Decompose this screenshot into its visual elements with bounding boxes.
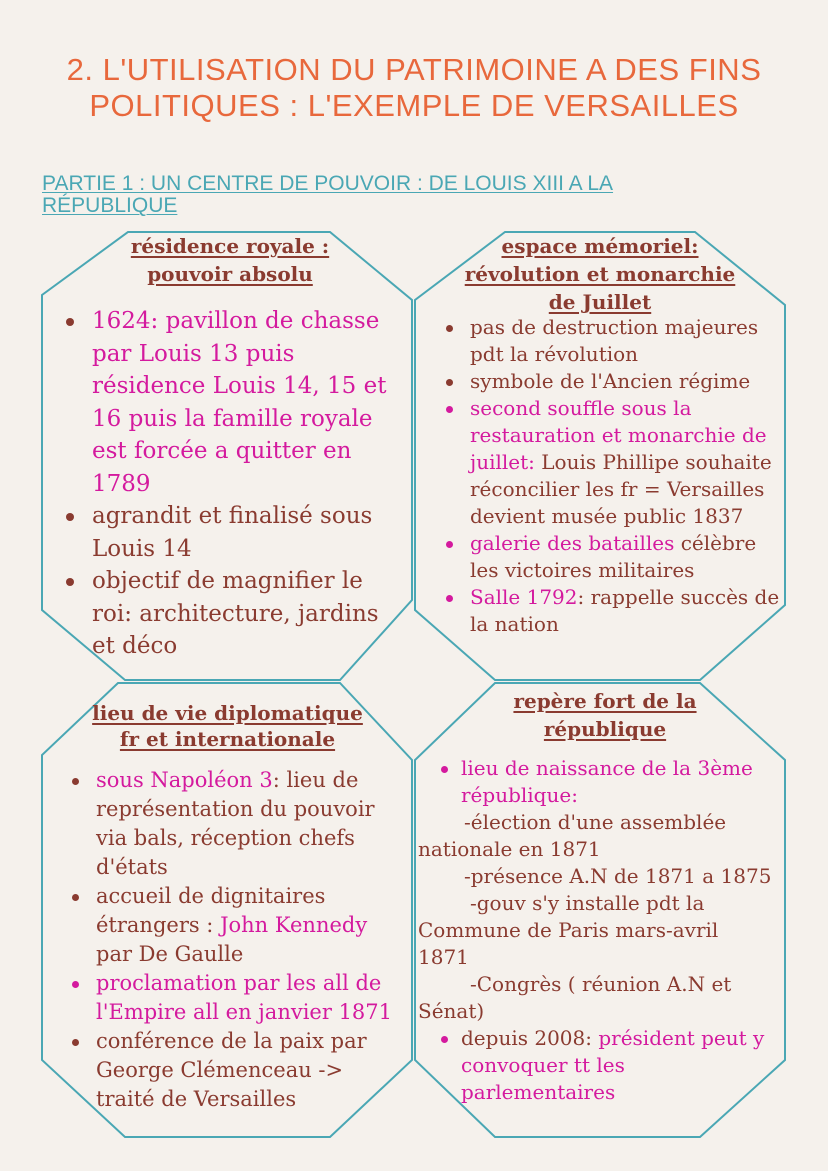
panel-3-title — [90, 700, 365, 752]
list-item-text: par De Gaulle — [96, 942, 244, 966]
list-item-highlight: Salle 1792 — [470, 585, 578, 609]
list-item-highlight: John Kennedy — [220, 913, 368, 937]
panel-4-title-line: repère fort de la — [513, 689, 697, 713]
list-item-text: célèbre les victoires militaires — [470, 531, 757, 582]
list-item — [470, 584, 790, 638]
panel-2-list — [470, 314, 790, 638]
panel-1-title-line: résidence royale : — [130, 234, 330, 258]
text-line: 1871 — [418, 945, 469, 969]
page-title: 2. L'UTILISATION DU PATRIMOINE A DES FINS POLITIQUES : L'EXEMPLE DE VERSAILLES — [66, 52, 762, 123]
list-item: pas de destruction majeures pdt la révolution — [470, 314, 790, 368]
panel-3-title-line: lieu de vie diplomatique — [92, 701, 363, 725]
text-line: -Congrès ( réunion A.N et — [470, 972, 732, 996]
panel-4-title — [470, 687, 740, 743]
text-line: Sénat) — [418, 999, 485, 1023]
list-item: agrandit et finalisé sous Louis 14 — [92, 500, 402, 565]
panel-1-list — [92, 305, 402, 663]
panel-3-list — [96, 766, 401, 1114]
list-item-highlight: président peut y — [598, 1026, 765, 1050]
text-line: -gouv s'y installe pdt la — [470, 891, 705, 915]
list-item — [418, 755, 788, 809]
list-item: conférence de la paix par George Clémenceau -> traité de Versailles — [96, 1027, 401, 1114]
list-item-text: Louis Phillipe souhaite réconcilier les fr = Versailles devient musée public 1837 — [470, 450, 772, 528]
list-item-text: depuis 2008: — [461, 1026, 592, 1050]
text-line: -élection d'une assemblée — [464, 810, 727, 834]
list-item-text: : rappelle succès de la nation — [470, 585, 780, 636]
text-line: -présence A.N de 1871 a 1875 — [464, 864, 772, 888]
text-line: nationale en 1871 — [418, 837, 601, 861]
list-item — [470, 530, 790, 584]
list-item: objectif de magnifier le roi: architecture, jardins et déco — [92, 565, 402, 663]
text-line: Commune de Paris mars-avril — [418, 918, 719, 942]
panel-1-title-line: pouvoir absolu — [147, 262, 313, 286]
section-heading: PARTIE 1 : UN CENTRE DE POUVOIR : DE LOUIS XIII A LA RÉPUBLIQUE — [42, 172, 614, 217]
list-item — [96, 766, 401, 882]
panel-2-title-line: révolution et monarchie — [464, 262, 736, 286]
list-item — [418, 1025, 788, 1106]
list-item: symbole de l'Ancien régime — [470, 368, 790, 395]
panel-1-title — [100, 232, 360, 288]
list-item: proclamation par les all de l'Empire all en janvier 1871 — [96, 969, 401, 1027]
panel-4-title-line: république — [543, 717, 667, 741]
list-item-text: accueil de dignitaires étrangers : — [96, 884, 326, 937]
panel-4-content — [418, 755, 788, 1106]
list-item — [96, 882, 401, 969]
list-item-highlight: sous Napoléon 3 — [96, 768, 273, 792]
list-item-text: : lieu de représentation du pouvoir via bals, réception chefs d'états — [96, 768, 375, 879]
panel-2-title — [440, 232, 760, 316]
panel-2-title-line: de Juillet — [548, 290, 652, 314]
text-line: lieu de naissance de la 3ème — [461, 756, 753, 780]
panel-3-title-line: fr et internationale — [119, 727, 336, 751]
list-item — [470, 395, 790, 530]
list-item-highlight: second souffle sous la restauration et monarchie de juillet: — [470, 396, 767, 474]
list-item: 1624: pavillon de chasse par Louis 13 puis résidence Louis 14, 15 et 16 puis la famille royale est forcée a quitter en 1789 — [92, 305, 402, 500]
text-line: république: — [461, 783, 578, 807]
text-line: parlementaires — [461, 1080, 616, 1104]
text-line: convoquer tt les — [461, 1053, 625, 1077]
list-item-highlight: galerie des batailles — [470, 531, 675, 555]
panel-2-title-line: espace mémoriel: — [501, 234, 699, 258]
